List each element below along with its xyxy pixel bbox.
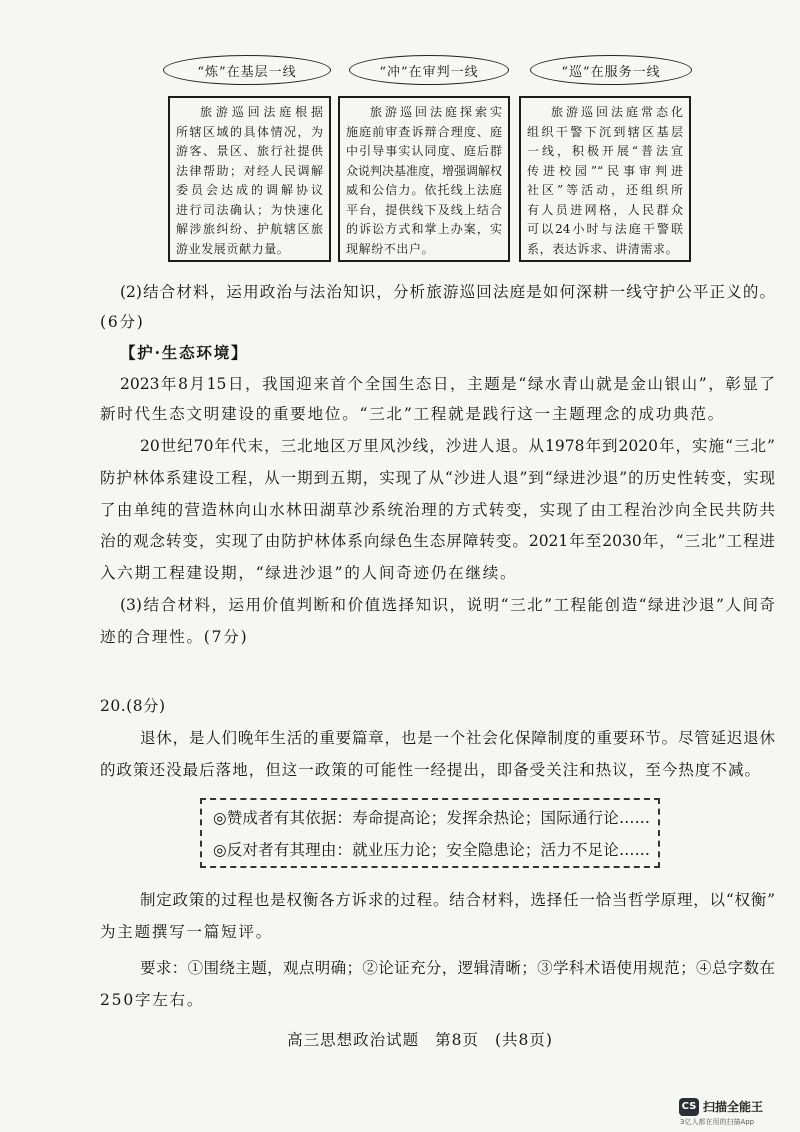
material-card-1 xyxy=(168,96,331,262)
material-card-2 xyxy=(338,96,510,262)
cs-logo-icon: CS xyxy=(679,1098,699,1116)
card-title: “炼”在基层一线 xyxy=(197,64,297,80)
card-title: “巡”在服务一线 xyxy=(561,64,661,80)
scanner-app-name: 扫描全能王 xyxy=(703,1100,764,1114)
card-text-line: 可以24小时与法庭干警联 xyxy=(527,222,683,236)
card-text-line: 施庭前审查诉辩合理度、庭 xyxy=(346,124,502,139)
question-3-text: 迹的合理性。(7分) xyxy=(100,628,249,646)
card-text-line: 游客、景区、旅行社提供 xyxy=(176,144,323,158)
paragraph-line: 治的观念转变，实现了由防护林体系向绿色生态屏障转变。2021年至2030年，“三北”工程进 xyxy=(100,532,775,550)
card-text-line: 委员会达成的调解协议 xyxy=(176,183,323,197)
section-heading: 【护·生态环境】 xyxy=(120,343,249,362)
view-opponents: ◎反对者有其理由：就业压力论；安全隐患论；活力不足论…… xyxy=(213,841,650,859)
paragraph-line: 20世纪70年代末，三北地区万里风沙线，沙进人退。从1978年到2020年，实施“三北” xyxy=(140,437,775,455)
requirements-line: 250字左右。 xyxy=(100,991,205,1009)
card-text-line: 解涉旅纠纷、护航辖区旅 xyxy=(176,222,323,236)
card-title-oval-2 xyxy=(349,55,509,85)
footer-page: 第8页 xyxy=(435,1031,479,1049)
paragraph-line: 入六期工程建设期，“绿进沙退”的人间奇迹仍在继续。 xyxy=(100,564,518,582)
footer-total: (共8页) xyxy=(494,1031,553,1049)
scanner-slogan: 3亿人都在用的扫描App xyxy=(680,1118,755,1126)
question-20-number: 20.(8分) xyxy=(100,697,166,715)
scanner-watermark xyxy=(679,1098,779,1128)
card-text-line: 现解纷不出户。 xyxy=(346,241,435,256)
card-text-line: 一线，积极开展“普法宣 xyxy=(527,144,683,158)
card-text-line: 法律帮助；对经人民调解 xyxy=(176,163,323,178)
card-text-line: 旅游巡回法庭探索实 xyxy=(370,105,502,119)
card-text-line: 威和公信力。依托线上法庭 xyxy=(346,183,502,197)
view-supporters: ◎赞成者有其依据：寿命提高论；发挥余热论；国际通行论…… xyxy=(213,809,650,827)
paragraph-line: 新时代生态文明建设的重要地位。“三北”工程就是践行这一主题理念的成功典范。 xyxy=(100,405,725,423)
card-text-line: 有人员进网格，人民群众 xyxy=(527,202,683,217)
material-card-3 xyxy=(519,96,691,262)
card-text-line: 所辖区域的具体情况，为 xyxy=(176,124,323,139)
page-footer xyxy=(240,1030,600,1050)
card-text-line: 平台，提供线下及线上结合 xyxy=(346,202,502,217)
paragraph-line: 退休，是人们晚年生活的重要篇章，也是一个社会化保障制度的重要环节。尽管延迟退休 xyxy=(140,729,775,747)
footer-title: 高三思想政治试题 xyxy=(287,1031,420,1049)
card-text-line: 游业发展贡献力量。 xyxy=(176,241,290,256)
card-text-line: 旅游巡回法庭常态化 xyxy=(551,105,683,119)
card-text-line: 系，表达诉求、讲清需求。 xyxy=(527,241,679,256)
card-title: “冲”在审判一线 xyxy=(379,64,479,80)
card-title-oval-3 xyxy=(530,55,692,85)
paragraph-line: 2023年8月15日，我国迎来首个全国生态日，主题是“绿水青山就是金山银山”，彰显了 xyxy=(120,375,775,393)
card-text-line: 的诉讼方式和掌上办案，实 xyxy=(346,222,502,236)
question-2-text: (2)结合材料，运用政治与法治知识，分析旅游巡回法庭是如何深耕一线守护公平正义的。 xyxy=(120,283,775,301)
question-3-text: (3)结合材料，运用价值判断和价值选择知识，说明“三北”工程能创造“绿进沙退”人间奇 xyxy=(120,596,775,614)
task-line: 为主题撰写一篇短评。 xyxy=(100,923,274,941)
paragraph-line: 的政策还没最后落地，但这一政策的可能性一经提出，即备受关注和热议，至今热度不减。 xyxy=(100,761,760,779)
card-text-line: 社区”等活动，还组织所 xyxy=(527,183,683,197)
card-text-line: 中引导事实认同度、庭后群 xyxy=(346,144,502,158)
card-text-line: 众说判决基准度，增强调解权 xyxy=(346,163,503,178)
card-text-line: 组织干警下沉到辖区基层 xyxy=(527,124,683,139)
requirements-line: 要求：①围绕主题，观点明确；②论证充分，逻辑清晰；③学科术语使用规范；④总字数在 xyxy=(140,959,775,977)
card-text-line: 旅游巡回法庭根据 xyxy=(200,105,323,119)
card-title-oval-1 xyxy=(163,55,331,85)
question-2-score: (6分) xyxy=(100,313,145,331)
card-text-line: 进行司法确认；为快速化 xyxy=(176,202,323,217)
task-line: 制定政策的过程也是权衡各方诉求的过程。结合材料，选择任一恰当哲学原理，以“权衡” xyxy=(140,891,775,909)
paragraph-line: 防护林体系建设工程，从一期到五期，实现了从“沙进人退”到“绿进沙退”的历史性转变，实现 xyxy=(100,469,775,487)
paragraph-line: 了由单纯的营造林向山水林田湖草沙系统治理的方式转变，实现了由工程治沙向全民共防共 xyxy=(100,501,775,519)
card-text-line: 传进校园”“民事审判进 xyxy=(527,163,683,178)
